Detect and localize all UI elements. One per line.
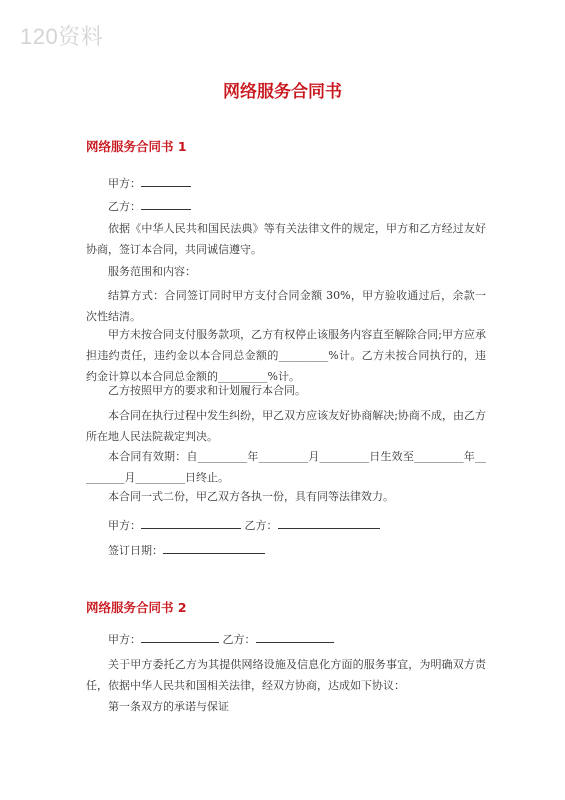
sign-a-blank — [141, 516, 241, 529]
sign-b-label: 乙方： — [244, 519, 278, 532]
section-heading-2: 网络服务合同书 2 — [86, 600, 187, 615]
party-b-blank — [141, 197, 191, 210]
party-a-blank — [141, 174, 191, 187]
signature-line — [108, 516, 380, 533]
party-a-line — [108, 174, 191, 191]
paragraph-performance: 乙方按照甲方的要求和计划履行本合同。 — [108, 384, 306, 397]
section2-article-one: 第一条双方的承诺与保证 — [108, 700, 229, 713]
sign-a-label: 甲方： — [108, 519, 141, 532]
party-a-label: 甲方： — [108, 177, 141, 190]
section2-parties-line — [108, 630, 334, 647]
paragraph-breach: 甲方未按合同支付服务款项，乙方有权停止该服务内容直至解除合同;甲方应承担违约责任，违约金以本合同总金额的_________%计。乙方未按合同执行的，违约金计算以本合同总金额的_________%计。 — [86, 328, 486, 383]
party-b-line — [108, 197, 191, 214]
s2-party-a-label: 甲方： — [108, 633, 141, 646]
paragraph-settlement: 结算方式：合同签订同时甲方支付合同金额 30%，甲方验收通过后，余款一次性结清。 — [86, 289, 486, 323]
paragraph-legal-basis: 依据《中华人民共和国民法典》等有关法律文件的规定，甲方和乙方经过友好协商，签订本合同，共同诚信遵守。 — [86, 222, 486, 256]
paragraph-service-scope: 服务范围和内容： — [108, 265, 196, 278]
paragraph-copies: 本合同一式二份，甲乙双方各执一份，具有同等法律效力。 — [108, 490, 394, 503]
document-title: 网络服务合同书 — [223, 82, 342, 102]
s2-party-b-blank — [256, 630, 334, 643]
party-b-label: 乙方： — [108, 200, 141, 213]
paragraph-dispute: 本合同在执行过程中发生纠纷，甲乙双方应该友好协商解决;协商不成，由乙方所在地人民法院裁定判决。 — [86, 409, 486, 443]
section2-intro-paragraph: 关于甲方委托乙方为其提供网络设施及信息化方面的服务事宜，为明确双方责任，依据中华人民共和国相关法律，经双方协商，达成如下协议： — [86, 658, 486, 692]
paragraph-validity: 本合同有效期：自_________年_________月_________日生效至_________年_________月_________日终止。 — [86, 450, 486, 484]
sign-date-blank — [163, 541, 265, 554]
section-heading-1: 网络服务合同书 1 — [86, 139, 187, 154]
s2-party-a-blank — [141, 630, 219, 643]
sign-date-label: 签订日期： — [108, 544, 163, 557]
watermark: 120资料 — [20, 24, 104, 49]
sign-b-blank — [278, 516, 380, 529]
sign-date-line — [108, 541, 265, 558]
s2-party-b-label: 乙方： — [222, 633, 256, 646]
